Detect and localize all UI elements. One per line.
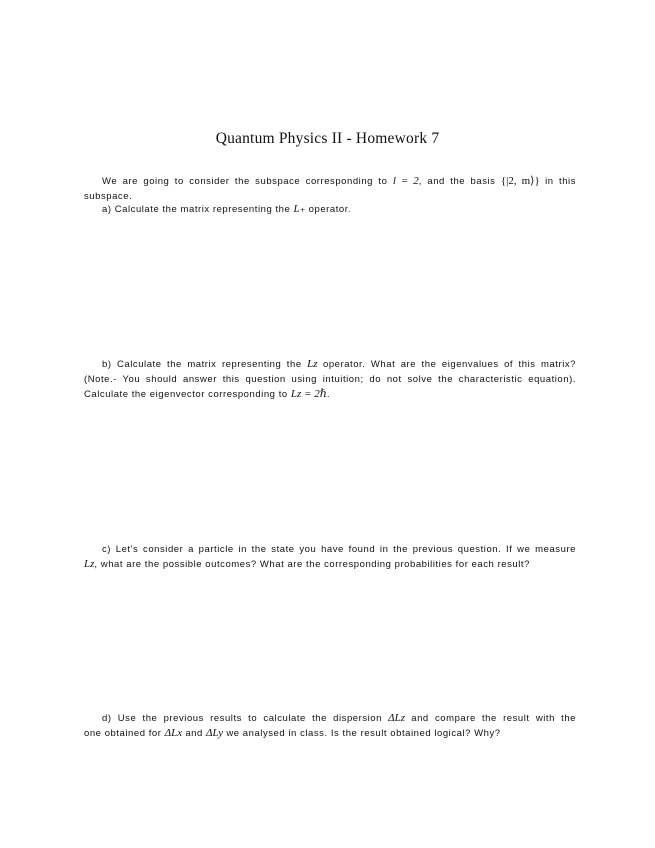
question-d-text-1: d) Use the previous results to calculate the dispersion [102, 713, 389, 724]
math-lz: Lz [307, 358, 318, 370]
intro-text-2: , and the basis [418, 176, 501, 187]
question-d-line-2 [84, 726, 576, 741]
question-d [84, 711, 576, 741]
question-b-line-1 [84, 357, 576, 372]
question-c-line-1: c) Let's consider a particle in the state you have found in the previous question. If we measure [102, 544, 576, 555]
question-b-text-1: b) Calculate the matrix representing the [102, 359, 308, 370]
math-delta-lx: ΔLx [164, 727, 183, 739]
math-lz-measure: Lz [84, 558, 95, 570]
question-c [84, 542, 576, 572]
question-b [84, 357, 576, 402]
question-a [84, 202, 576, 217]
question-a-line [84, 202, 576, 217]
math-l-plus: L₊ [293, 203, 306, 215]
question-b-line-2: (Note.- You should answer this question using intuition; do not solve the characteristic equation). [84, 374, 576, 385]
question-d-text-3: one obtained for [84, 728, 165, 739]
math-lz-equals-2hbar: Lz = 2ℏ [290, 388, 327, 400]
intro-paragraph [84, 174, 576, 204]
question-d-line-1 [84, 711, 576, 726]
question-b-text-2: operator. What are the eigenvalues of this matrix? [317, 359, 576, 370]
question-b-line-3 [84, 387, 576, 402]
intro-line-2: subspace. [84, 191, 133, 202]
question-d-text-5: we analysed in class. Is the result obtained logical? Why? [223, 728, 501, 739]
question-b-text-3: Calculate the eigenvector corresponding to [84, 389, 291, 400]
question-a-text-1: a) Calculate the matrix representing the [102, 204, 294, 215]
question-d-text-4: and [182, 728, 207, 739]
intro-text-1: We are going to consider the subspace corresponding to [102, 176, 393, 187]
question-b-text-4: . [326, 389, 331, 400]
question-d-text-2: and compare the result with the [405, 713, 576, 724]
page-title: Quantum Physics II - Homework 7 [215, 130, 440, 147]
math-delta-lz: ΔLz [388, 712, 406, 724]
intro-line-1 [84, 174, 576, 189]
math-basis: {|2, m⟩} [500, 175, 540, 187]
intro-text-3: in this [539, 176, 577, 187]
question-a-text-2: operator. [305, 204, 352, 215]
math-l-equals-2: l = 2 [392, 175, 419, 187]
math-delta-ly: ΔLy [206, 727, 224, 739]
question-c-line-2 [84, 557, 576, 572]
question-c-text-2: , what are the possible outcomes? What are the corresponding probabilities for each result? [94, 559, 530, 570]
